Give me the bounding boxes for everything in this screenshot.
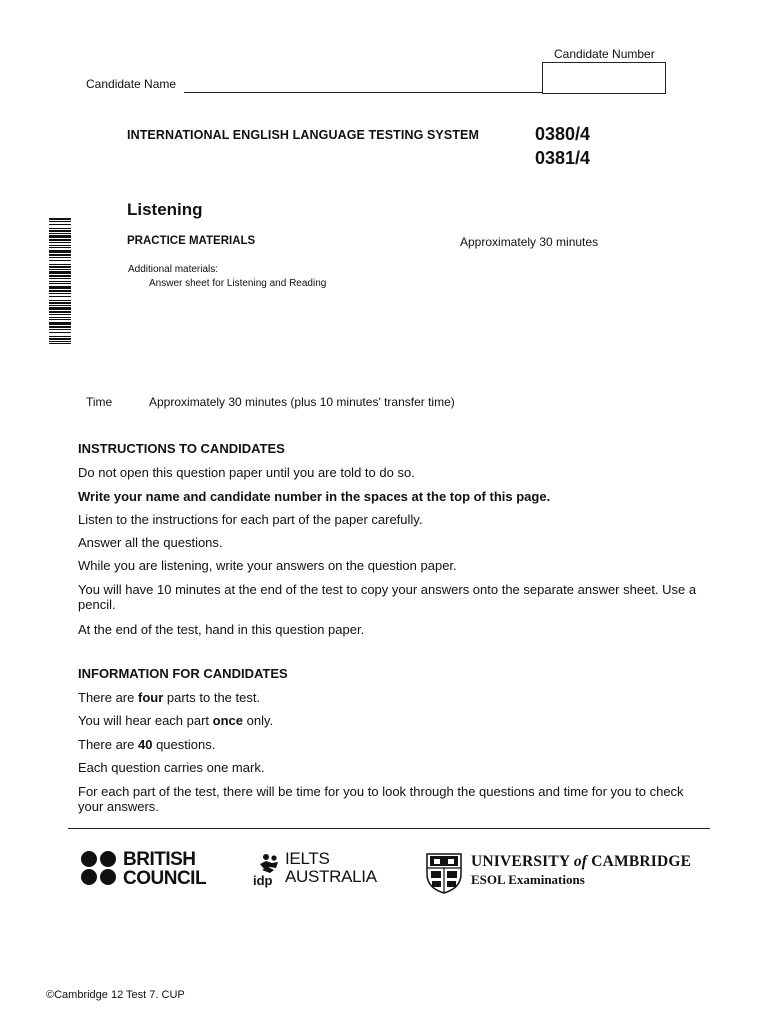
instruction-line: Listen to the instructions for each part of the paper carefully. xyxy=(78,512,423,527)
information-line: Each question carries one mark. xyxy=(78,760,265,775)
british-council-logo-text: BRITISH COUNCIL xyxy=(123,849,207,889)
information-line: There are 40 questions. xyxy=(78,737,216,752)
idp-logo-icon xyxy=(252,852,286,888)
candidate-number-label: Candidate Number xyxy=(554,47,655,61)
candidate-number-field[interactable] xyxy=(542,62,666,94)
exam-system-title: INTERNATIONAL ENGLISH LANGUAGE TESTING SYSTEM xyxy=(127,128,479,142)
information-line: For each part of the test, there will be time for you to look through the questions and time for you to check your answers. xyxy=(78,784,684,814)
ielts-australia-logo-text: IELTS AUSTRALIA xyxy=(285,849,377,886)
information-heading: INFORMATION FOR CANDIDATES xyxy=(78,666,288,681)
copyright-footer: ©Cambridge 12 Test 7. CUP xyxy=(46,989,185,1001)
practice-materials-label: PRACTICE MATERIALS xyxy=(127,235,256,247)
barcode-icon xyxy=(49,218,71,344)
esol-examinations-text: ESOL Examinations xyxy=(471,872,585,887)
instruction-line: Answer all the questions. xyxy=(78,535,223,550)
instruction-line: At the end of the test, hand in this question paper. xyxy=(78,622,365,637)
exam-code-2: 0381/4 xyxy=(535,148,591,168)
information-line: There are four parts to the test. xyxy=(78,690,261,705)
british-council-logo-icon xyxy=(80,850,120,886)
additional-materials-item: Answer sheet for Listening and Reading xyxy=(149,278,327,289)
exam-code-1: 0380/4 xyxy=(535,124,591,144)
instruction-line: While you are listening, write your answers on the question paper. xyxy=(78,558,457,573)
instruction-line: You will have 10 minutes at the end of the test to copy your answers onto the separate answer sheet. Use a pencil. xyxy=(78,582,697,612)
time-value: Approximately 30 minutes (plus 10 minutes' transfer time) xyxy=(149,395,455,409)
instructions-heading: INSTRUCTIONS TO CANDIDATES xyxy=(78,441,285,456)
cambridge-crest-icon xyxy=(425,852,463,894)
instruction-line: Write your name and candidate number in the spaces at the top of this page. xyxy=(78,489,551,504)
idp-text: idp xyxy=(253,873,273,888)
additional-materials-label: Additional materials: xyxy=(128,264,219,275)
candidate-name-field[interactable] xyxy=(184,92,542,93)
instruction-line: Do not open this question paper until you are told to do so. xyxy=(78,465,415,480)
duration-label: Approximately 30 minutes xyxy=(460,235,599,249)
module-title: Listening xyxy=(127,200,203,219)
candidate-name-label: Candidate Name xyxy=(86,77,177,91)
information-line: You will hear each part once only. xyxy=(78,713,274,728)
cambridge-logo-text: UNIVERSITY of CAMBRIDGE xyxy=(471,853,692,870)
divider xyxy=(68,828,710,829)
time-label: Time xyxy=(86,395,113,409)
